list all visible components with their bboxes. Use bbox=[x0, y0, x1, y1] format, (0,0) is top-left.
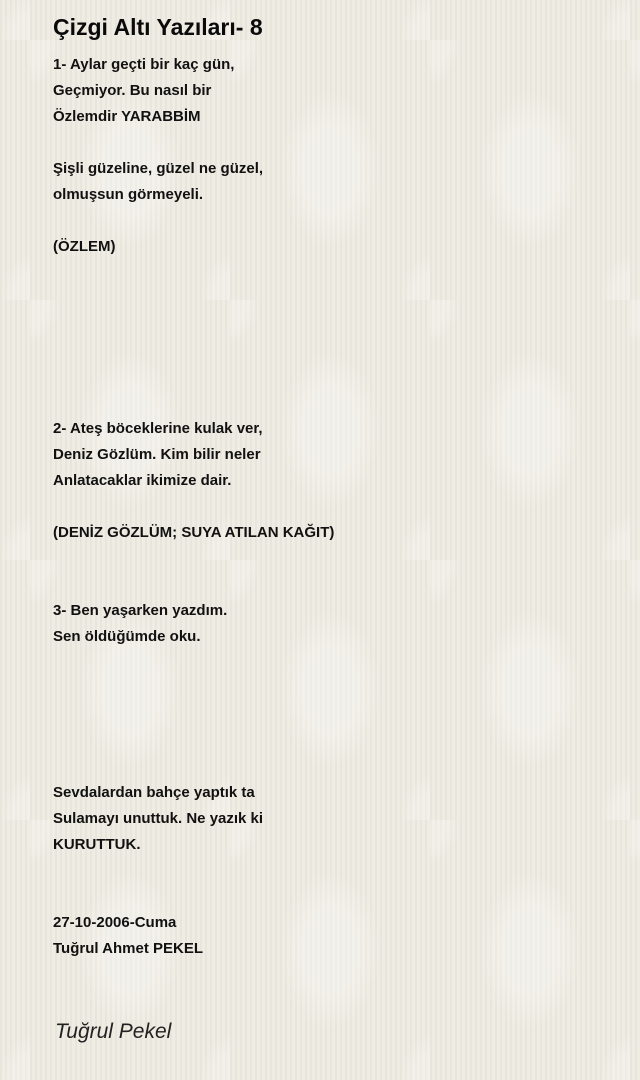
poem-line: Şişli güzeline, güzel ne güzel, bbox=[53, 160, 264, 177]
poem-line: olmuşsun görmeyeli. bbox=[53, 186, 204, 203]
poem-line: Anlatacaklar ikimize dair. bbox=[53, 472, 232, 489]
stanza-gap bbox=[53, 130, 613, 156]
stanza-8 bbox=[53, 910, 613, 962]
poem-date-line: 27-10-2006-Cuma bbox=[53, 914, 177, 931]
stanza-gap bbox=[53, 208, 613, 234]
stanza-1 bbox=[53, 52, 613, 130]
stanza-4 bbox=[53, 416, 613, 494]
poem-line: Sevdalardan bahçe yaptık ta bbox=[53, 784, 255, 801]
stanza-gap bbox=[53, 494, 613, 520]
poem-line: Sen öldüğümde oku. bbox=[53, 628, 201, 645]
poem-line: Geçmiyor. Bu nasıl bir bbox=[53, 82, 212, 99]
author-signature: Tuğrul Pekel bbox=[55, 1020, 172, 1043]
poem-title: Çizgi Altı Yazıları- 8 bbox=[53, 14, 263, 40]
stanza-gap bbox=[53, 546, 613, 598]
poem-line: Deniz Gözlüm. Kim bilir neler bbox=[53, 446, 261, 463]
poem-line: Sulamayı unuttuk. Ne yazık ki bbox=[53, 810, 264, 827]
poem-author-line: Tuğrul Ahmet PEKEL bbox=[53, 940, 203, 957]
poem-line: (ÖZLEM) bbox=[53, 238, 116, 255]
poem-line: 2- Ateş böceklerine kulak ver, bbox=[53, 420, 263, 437]
poem-line: 3- Ben yaşarken yazdım. bbox=[53, 602, 228, 619]
stanza-3 bbox=[53, 234, 613, 260]
stanza-7 bbox=[53, 780, 613, 858]
stanza-6 bbox=[53, 598, 613, 650]
stanza-gap bbox=[53, 858, 613, 910]
poem-line: 1- Aylar geçti bir kaç gün, bbox=[53, 56, 235, 73]
stanza-gap bbox=[53, 650, 613, 780]
poem-line: Özlemdir YARABBİM bbox=[53, 108, 201, 125]
poem-body bbox=[53, 52, 613, 962]
stanza-2 bbox=[53, 156, 613, 208]
poem-line: (DENİZ GÖZLÜM; SUYA ATILAN KAĞIT) bbox=[53, 524, 335, 541]
poem-line: KURUTTUK. bbox=[53, 836, 141, 853]
stanza-5 bbox=[53, 520, 613, 546]
stanza-gap bbox=[53, 260, 613, 416]
